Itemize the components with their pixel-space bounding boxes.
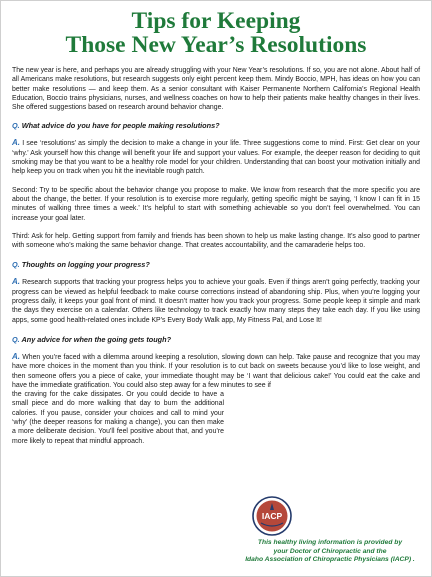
title-line-1: Tips for Keeping <box>131 8 301 34</box>
answer-1-paragraph-1: A. I see ‘resolutions’ as simply the decision to make a change in your life. Three suggestions come to mind. First: Get clear on your ‘why.’ Ask yourself how this change will benefit your life and support your values. For example, the deeper reason for deciding to quit smoking may be that you want to be a healthy role model for your children. Understanding that can boost your motivation initially and help keep you on track when you hit the inevitable rough patch. <box>12 138 421 176</box>
answer-1-paragraph-3: Third: Ask for help. Getting support from family and friends has been shown to help us make lasting change. It’s also good to partner with someone who’s making the same behavior change. That creates accountability, and the camaraderie helps too. <box>12 232 420 250</box>
question-1-text: What advice do you have for people making resolutions? <box>21 121 220 131</box>
credit-line-2: your Doctor of Chiropractic and the <box>273 547 387 555</box>
credit-note <box>237 539 423 565</box>
question-3 <box>12 335 420 344</box>
answer-marker: A. <box>12 351 20 361</box>
question-1 <box>12 121 420 130</box>
credit-line-3: Idaho Association of Chiropractic Physicians (IACP) . <box>245 556 415 564</box>
answer-1-paragraph-2: Second: Try to be specific about the behavior change you propose to make. We know from research that the more specific you are about the change, the better. If your resolution is to exercise more regularly, getting specific might be saying, ‘I know I can fit in 15 minutes of walking three times a week.’ It’s helpful to start with something achievable so you don’t feel overwhelmed. You can increase your goal later. <box>12 186 420 222</box>
iacp-seal-icon <box>252 496 292 536</box>
question-marker: Q. <box>12 334 20 344</box>
logo-text: IACP <box>261 511 283 521</box>
question-marker: Q. <box>12 260 20 270</box>
answer-marker: A. <box>12 277 20 287</box>
intro-paragraph: The new year is here, and perhaps you are already struggling with your New Year’s resolutions. If so, you are not alone. About half of all Americans make resolutions, but research suggests only eight percent keep them. Mindy Boccio, MPH, has ideas on how you can better make resolutions — and keep them. As a senior consultant with Kaiser Permanente Northern California’s Regional Health Education, Boccio trains physicians, nurses, and wellness coaches on how to help their patients make healthy changes in their lives. She offered suggestions based on research around behavior change. <box>12 67 420 112</box>
question-marker: Q. <box>12 121 20 131</box>
answer-marker: A. <box>12 138 20 148</box>
answer-3-paragraph: A. When you’re faced with a dilemma around keeping a resolution, slowing down can help. Take pause and recognize that you may have more choices in the moment than you think. If your resolution is to cut back on sweets because you’d like to lose weight, and then someone offers you a piece of cake, your immediate thought may be ‘I want that delicious cake!’ You could eat the cake and have the immediate gratification. You could also step away for a few minutes to see if <box>12 351 420 389</box>
credit-line-1: This healthy living information is provided by <box>257 539 403 546</box>
answer-2-paragraph: A. Research supports that tracking your progress helps you to achieve your goals. Even if things aren’t going perfectly, tracking your progress can be viewed as helpful feedback to make course corrections instead of abandoning ship. Plus, when you’re logging your progress daily, it keeps your goal front of mind. It doesn’t matter how you track your progress. Some people keep it simple and mark the days they exercise on a calendar. Others like technology to track exactly how many steps they take each day. If you like using apps, some good health-related ones include KP’s Every Body Walk app, My Fitness Pal, and Lose It! <box>12 277 420 324</box>
question-2-text: Thoughts on logging your progress? <box>21 260 150 270</box>
question-3-text: Any advice for when the going gets tough? <box>21 334 172 344</box>
page-title <box>12 9 420 57</box>
answer-3-paragraph-continued: the craving for the cake dissipates. Or you could decide to have a small piece and do more walking that day to burn the additional calories. If you pause, consider your choices and call to mind your ‘why’ (the deeper reasons for making a change), you can then make a more deliberate decision. You’ll feel positive about that, and you’re more likely to repeat that mindful approach. <box>12 391 224 445</box>
question-2 <box>12 260 420 269</box>
title-line-2: Those New Year’s Resolutions <box>65 32 367 58</box>
iacp-logo <box>252 496 292 536</box>
